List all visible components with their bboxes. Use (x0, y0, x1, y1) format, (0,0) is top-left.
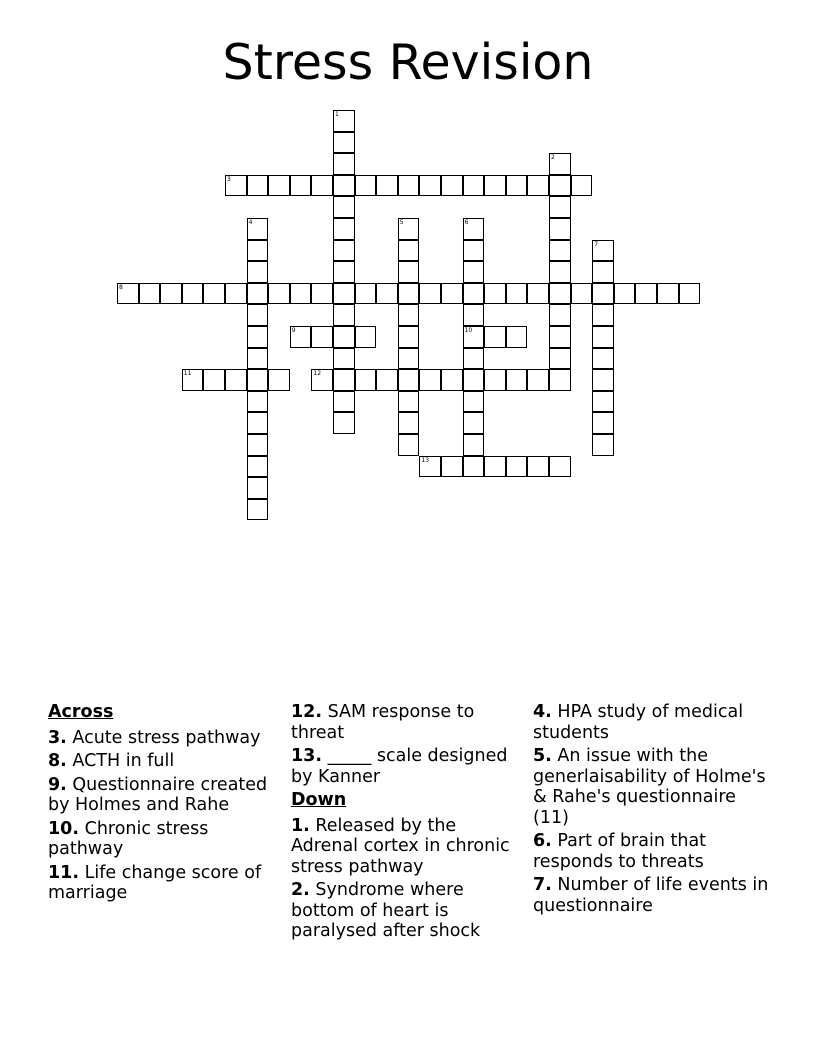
crossword-cell[interactable] (333, 304, 355, 326)
crossword-cell[interactable] (549, 326, 571, 348)
across-heading: Across (48, 702, 114, 722)
crossword-cell[interactable] (484, 326, 506, 348)
crossword-cell[interactable] (333, 110, 355, 132)
crossword-cell[interactable] (247, 434, 269, 456)
crossword-cell[interactable] (117, 283, 139, 305)
crossword-cell[interactable] (571, 175, 593, 197)
crossword-cell[interactable] (268, 369, 290, 391)
crossword-cell[interactable] (311, 369, 333, 391)
crossword-cell[interactable] (506, 175, 528, 197)
clue-number: 8 (119, 283, 123, 291)
crossword-cell[interactable] (333, 218, 355, 240)
clues-column-1 (48, 702, 284, 907)
crossword-cell[interactable] (506, 369, 528, 391)
crossword-cell[interactable] (225, 175, 247, 197)
crossword-cell[interactable] (463, 326, 485, 348)
crossword-cell[interactable] (247, 218, 269, 240)
crossword-cell[interactable] (247, 456, 269, 478)
crossword-cell[interactable] (333, 348, 355, 370)
crossword-cell[interactable] (398, 240, 420, 262)
crossword-cell[interactable] (139, 283, 161, 305)
crossword-cell[interactable] (247, 283, 269, 305)
crossword-cell[interactable] (549, 283, 571, 305)
crossword-cell[interactable] (247, 240, 269, 262)
crossword-cell[interactable] (635, 283, 657, 305)
crossword-cell[interactable] (549, 456, 571, 478)
crossword-cell[interactable] (592, 283, 614, 305)
down-heading: Down (291, 790, 347, 810)
crossword-cell[interactable] (398, 348, 420, 370)
crossword-cell[interactable] (160, 283, 182, 305)
crossword-cell[interactable] (398, 434, 420, 456)
crossword-cell[interactable] (182, 283, 204, 305)
crossword-cell[interactable] (355, 369, 377, 391)
crossword-cell[interactable] (333, 261, 355, 283)
crossword-cell[interactable] (268, 283, 290, 305)
crossword-cell[interactable] (333, 369, 355, 391)
crossword-cell[interactable] (463, 434, 485, 456)
clue-number: 10 (464, 327, 473, 334)
clue-number: 7 (594, 240, 599, 248)
clue-number: 3 (227, 175, 231, 183)
crossword-cell[interactable] (463, 240, 485, 262)
crossword-cell[interactable] (463, 456, 485, 478)
crossword-cell[interactable] (549, 218, 571, 240)
crossword-cell[interactable] (247, 391, 269, 413)
crossword-cell[interactable] (527, 456, 549, 478)
crossword-cell[interactable] (398, 218, 420, 240)
crossword-cell[interactable] (592, 348, 614, 370)
crossword-cell[interactable] (333, 153, 355, 175)
crossword-cell[interactable] (592, 326, 614, 348)
crossword-cell[interactable] (247, 477, 269, 499)
crossword-cell[interactable] (203, 369, 225, 391)
crossword-cell[interactable] (203, 283, 225, 305)
crossword-cell[interactable] (268, 175, 290, 197)
clue-number: 12 (313, 370, 322, 378)
crossword-cell[interactable] (247, 499, 269, 521)
crossword-cell[interactable] (247, 261, 269, 283)
clues-column-3 (533, 702, 769, 919)
crossword-cell[interactable] (419, 369, 441, 391)
crossword-cell[interactable] (333, 283, 355, 305)
crossword-cell[interactable] (355, 175, 377, 197)
crossword-cell[interactable] (311, 283, 333, 305)
down-clue-6: 6. Part of brain that responds to threats (533, 831, 707, 872)
crossword-cell[interactable] (290, 326, 312, 348)
crossword-cell[interactable] (441, 283, 463, 305)
crossword-cell[interactable] (247, 412, 269, 434)
crossword-cell[interactable] (506, 326, 528, 348)
crossword-cell[interactable] (527, 175, 549, 197)
crossword-cell[interactable] (463, 304, 485, 326)
crossword-cell[interactable] (290, 175, 312, 197)
crossword-cell[interactable] (225, 283, 247, 305)
crossword-cell[interactable] (225, 369, 247, 391)
crossword-cell[interactable] (484, 456, 506, 478)
crossword-cell[interactable] (484, 175, 506, 197)
across-clue-8: 8. ACTH in full (48, 751, 175, 771)
crossword-cell[interactable] (571, 283, 593, 305)
page-title: Stress Revision (222, 34, 594, 91)
crossword-cell[interactable] (398, 412, 420, 434)
clue-number: 1 (335, 111, 339, 118)
crossword-cell[interactable] (355, 283, 377, 305)
crossword-cell[interactable] (247, 348, 269, 370)
crossword-cell[interactable] (463, 283, 485, 305)
crossword-cell[interactable] (398, 261, 420, 283)
crossword-cell[interactable] (679, 283, 701, 305)
across-clue-3: 3. Acute stress pathway (48, 727, 261, 748)
crossword-cell[interactable] (549, 153, 571, 175)
crossword-cell[interactable] (398, 283, 420, 305)
crossword-cell[interactable] (614, 283, 636, 305)
clue-number: 2 (551, 154, 555, 162)
crossword-cell[interactable] (333, 132, 355, 154)
across-clue-10: 10. Chronic stress pathway (48, 818, 209, 859)
crossword-cell[interactable] (592, 304, 614, 326)
crossword-cell[interactable] (549, 175, 571, 197)
down-clue-5: 5. An issue with the generlaisability of Holme's & Rahe's questionnaire (11) (533, 746, 766, 828)
crossword-cell[interactable] (311, 326, 333, 348)
clues-column-2 (291, 702, 527, 945)
crossword-cell[interactable] (398, 175, 420, 197)
crossword-cell[interactable] (333, 196, 355, 218)
down-clue-7: 7. Number of life events in questionnaire (533, 875, 769, 916)
crossword-cell[interactable] (463, 369, 485, 391)
crossword-cell[interactable] (592, 369, 614, 391)
crossword-cell[interactable] (463, 218, 485, 240)
crossword-cell[interactable] (333, 175, 355, 197)
crossword-cell[interactable] (376, 283, 398, 305)
crossword-cell[interactable] (506, 456, 528, 478)
crossword-cell[interactable] (463, 261, 485, 283)
clue-number: 9 (291, 327, 296, 334)
crossword-cell[interactable] (333, 326, 355, 348)
crossword-cell[interactable] (592, 261, 614, 283)
crossword-cell[interactable] (506, 283, 528, 305)
crossword-cell[interactable] (527, 283, 549, 305)
down-clue-1: 1. Released by the Adrenal cortex in chronic stress pathway (291, 815, 510, 877)
crossword-cell[interactable] (592, 434, 614, 456)
crossword-cell[interactable] (441, 175, 463, 197)
crossword-cell[interactable] (484, 369, 506, 391)
across-clue-12: 12. SAM response to threat (291, 702, 475, 743)
crossword-cell[interactable] (290, 283, 312, 305)
across-clue-9: 9. Questionnaire created by Holmes and Rahe (48, 774, 268, 815)
crossword-cell[interactable] (311, 175, 333, 197)
clue-number: 13 (421, 456, 430, 464)
crossword-cell[interactable] (419, 456, 441, 478)
crossword-cell[interactable] (333, 391, 355, 413)
clue-number: 4 (248, 219, 253, 226)
crossword-cell[interactable] (419, 175, 441, 197)
crossword-cell[interactable] (333, 412, 355, 434)
down-clue-2: 2. Syndrome where bottom of heart is paralysed after shock (291, 880, 481, 941)
crossword-cell[interactable] (182, 369, 204, 391)
crossword-cell[interactable] (657, 283, 679, 305)
crossword-cell[interactable] (463, 348, 485, 370)
crossword-cell[interactable] (549, 304, 571, 326)
crossword-cell[interactable] (441, 369, 463, 391)
clue-number: 5 (399, 219, 404, 226)
crossword-cell[interactable] (527, 369, 549, 391)
crossword-cell[interactable] (441, 456, 463, 478)
crossword-cell[interactable] (549, 369, 571, 391)
crossword-cell[interactable] (398, 304, 420, 326)
crossword-cell[interactable] (398, 326, 420, 348)
crossword-cell[interactable] (419, 283, 441, 305)
clue-number: 6 (464, 219, 469, 226)
crossword-cell[interactable] (549, 261, 571, 283)
crossword-cell[interactable] (463, 412, 485, 434)
crossword-cell[interactable] (549, 196, 571, 218)
across-clue-13: 13. _____ scale designed by Kanner (291, 746, 508, 787)
crossword-cell[interactable] (398, 391, 420, 413)
crossword-cell[interactable] (247, 326, 269, 348)
crossword-cell[interactable] (549, 348, 571, 370)
crossword-cell[interactable] (247, 175, 269, 197)
crossword-cell[interactable] (398, 369, 420, 391)
crossword-cell[interactable] (592, 412, 614, 434)
crossword-cell[interactable] (592, 240, 614, 262)
crossword-cell[interactable] (463, 175, 485, 197)
crossword-cell[interactable] (376, 175, 398, 197)
crossword-cell[interactable] (592, 391, 614, 413)
crossword-cell[interactable] (247, 304, 269, 326)
clue-number: 11 (183, 370, 192, 378)
down-clue-4: 4. HPA study of medical students (533, 702, 744, 743)
crossword-cell[interactable] (247, 369, 269, 391)
crossword-cell[interactable] (463, 391, 485, 413)
crossword-cell[interactable] (355, 326, 377, 348)
crossword-cell[interactable] (376, 369, 398, 391)
across-clue-11: 11. Life change score of marriage (48, 862, 262, 903)
crossword-cell[interactable] (549, 240, 571, 262)
crossword-cell[interactable] (484, 283, 506, 305)
crossword-cell[interactable] (333, 240, 355, 262)
